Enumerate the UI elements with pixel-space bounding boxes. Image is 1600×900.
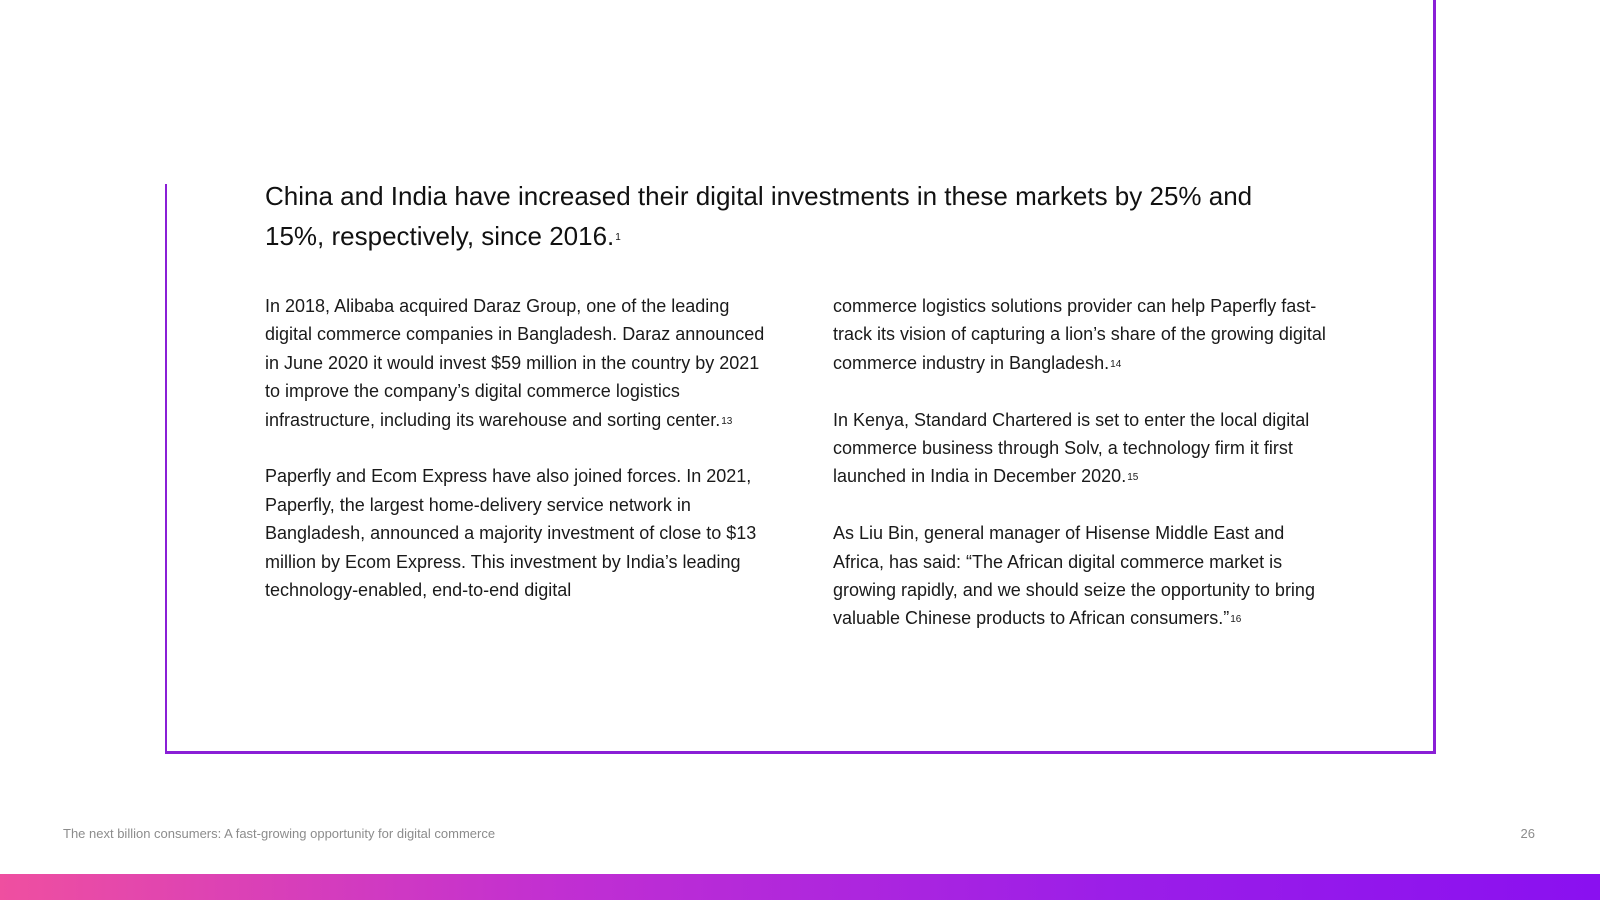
footnote-ref[interactable]: 15 — [1127, 472, 1139, 484]
footnote-ref[interactable]: 14 — [1110, 358, 1122, 370]
page-number: 26 — [1520, 826, 1535, 841]
paragraph-kenya — [833, 406, 1333, 491]
paragraph-paperfly-continued — [833, 292, 1333, 377]
paragraph-liu-bin-quote — [833, 519, 1333, 633]
footnote-ref[interactable]: 1 — [615, 232, 621, 243]
right-column — [833, 292, 1333, 661]
headline-text: China and India have increased their digital investments in these markets by 25% and 15%, respectively, since 2016. — [265, 181, 1253, 251]
footer-document-title: The next billion consumers: A fast-growing opportunity for digital commerce — [63, 826, 496, 841]
frame-left-border — [165, 184, 167, 754]
footer-gradient-bar — [0, 874, 1600, 900]
footnote-ref[interactable]: 13 — [721, 415, 733, 427]
headline — [265, 176, 1265, 256]
frame-bottom-border — [165, 751, 1436, 754]
paragraph-text: commerce logistics solutions provider can help Paperfly fast-track its vision of capturing a lion’s share of the growing digital commerce industry in Bangladesh. — [833, 296, 1326, 373]
footnote-ref[interactable]: 16 — [1230, 614, 1242, 626]
paragraph-text: In 2018, Alibaba acquired Daraz Group, one of the leading digital commerce companies in Bangladesh. Daraz announced in June 2020 it would invest $59 million in the country by 2021 to improve the company’s digital commerce logistics infrastructure, including its warehouse and sorting center. — [265, 296, 765, 430]
left-column — [265, 292, 765, 633]
paragraph-text: In Kenya, Standard Chartered is set to enter the local digital commerce business through Solv, a technology firm it first launched in India in December 2020. — [833, 409, 1310, 487]
paragraph-paperfly — [265, 462, 765, 604]
paragraph-text: As Liu Bin, general manager of Hisense Middle East and Africa, has said: “The African digital commerce market is growing rapidly, and we should seize the opportunity to bring valuable Chinese products to African consumers.” — [833, 523, 1315, 629]
paragraph-text: Paperfly and Ecom Express have also joined forces. In 2021, Paperfly, the largest home-delivery service network in Bangladesh, announced a majority investment of close to $13 million by Ecom Express. This investment by India’s leading technology-enabled, end-to-end digital — [265, 466, 757, 601]
paragraph-daraz — [265, 292, 765, 434]
frame-right-border — [1433, 0, 1436, 754]
